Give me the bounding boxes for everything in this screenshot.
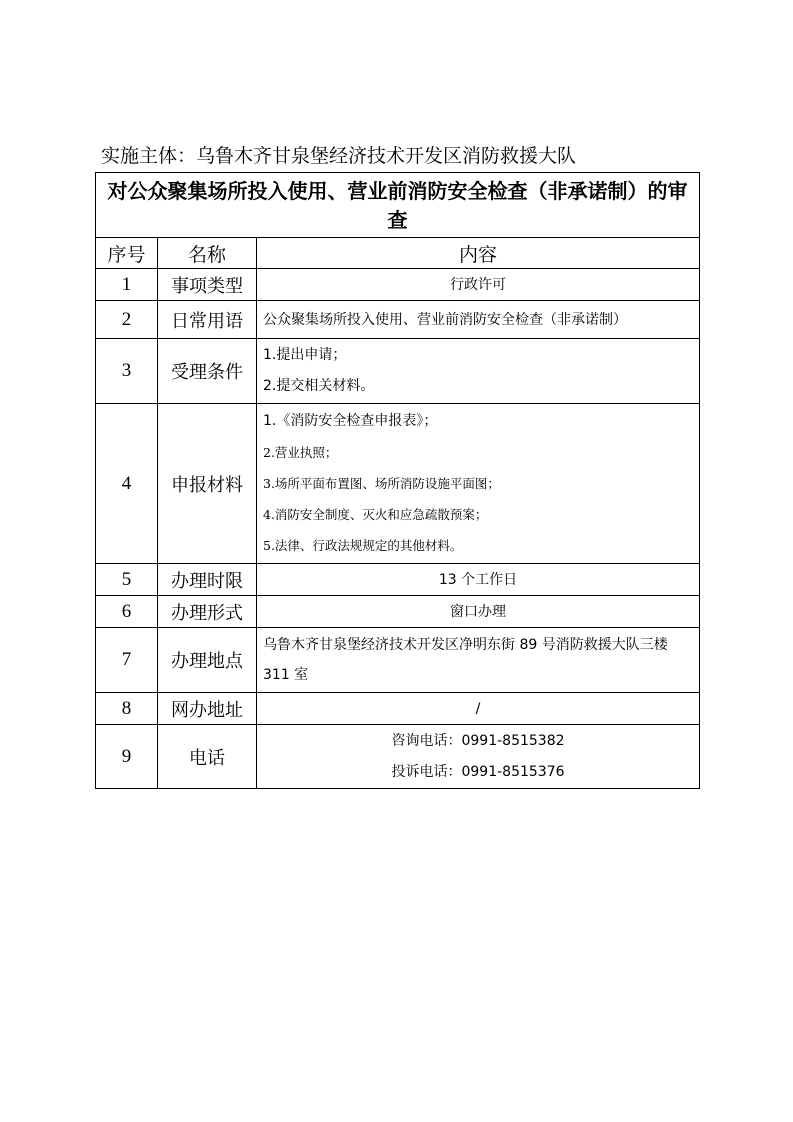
material-item: 5.法律、行政法规规定的其他材料。 (263, 538, 463, 553)
row-content (257, 404, 700, 564)
row-content: 公众聚集场所投入使用、营业前消防安全检查（非承诺制） (257, 301, 700, 339)
row-content: / (257, 693, 700, 725)
row-number: 8 (96, 693, 158, 725)
row-content: 行政许可 (257, 269, 700, 301)
condition-item: 2.提交相关材料。 (263, 378, 375, 394)
row-number: 2 (96, 301, 158, 339)
material-item: 4.消防安全制度、灭火和应急疏散预案； (263, 507, 488, 522)
table-row (96, 596, 700, 628)
table-row (96, 693, 700, 725)
table-row (96, 564, 700, 596)
table-row (96, 301, 700, 339)
row-content: 13 个工作日 (257, 564, 700, 596)
row-name: 网办地址 (158, 693, 257, 725)
row-number: 7 (96, 628, 158, 693)
row-content: 乌鲁木齐甘泉堡经济技术开发区净明东街 89 号消防救援大队三楼 311 室 (257, 628, 700, 693)
row-name: 日常用语 (158, 301, 257, 339)
row-name: 办理时限 (158, 564, 257, 596)
column-header-content: 内容 (257, 238, 700, 269)
table-row (96, 339, 700, 404)
table-row (96, 725, 700, 789)
row-number: 1 (96, 269, 158, 301)
row-number: 9 (96, 725, 158, 789)
row-number: 6 (96, 596, 158, 628)
condition-item: 1.提出申请； (263, 347, 347, 363)
service-table (95, 172, 700, 789)
column-header-name: 名称 (158, 238, 257, 269)
row-content (257, 339, 700, 404)
phone-consult: 咨询电话：0991-8515382 (391, 732, 565, 749)
table-title-row (96, 173, 700, 238)
table-title: 对公众聚集场所投入使用、营业前消防安全检查（非承诺制）的审查 (96, 173, 700, 238)
row-name: 电话 (158, 725, 257, 789)
table-row (96, 628, 700, 693)
table-header-row (96, 238, 700, 269)
column-header-no: 序号 (96, 238, 158, 269)
material-item: 1.《消防安全检查申报表》； (263, 413, 438, 429)
table-row (96, 404, 700, 564)
material-item: 3.场所平面布置图、场所消防设施平面图； (263, 476, 500, 491)
table-row (96, 269, 700, 301)
row-number: 5 (96, 564, 158, 596)
row-name: 申报材料 (158, 404, 257, 564)
row-content (257, 725, 700, 789)
material-item: 2.营业执照； (263, 445, 338, 460)
row-name: 办理地点 (158, 628, 257, 693)
phone-complaint: 投诉电话：0991-8515376 (391, 763, 565, 780)
implementer-line: 实施主体：乌鲁木齐甘泉堡经济技术开发区消防救援大队 (101, 145, 577, 167)
row-name: 事项类型 (158, 269, 257, 301)
row-name: 办理形式 (158, 596, 257, 628)
row-number: 3 (96, 339, 158, 404)
row-name: 受理条件 (158, 339, 257, 404)
row-content: 窗口办理 (257, 596, 700, 628)
row-number: 4 (96, 404, 158, 564)
